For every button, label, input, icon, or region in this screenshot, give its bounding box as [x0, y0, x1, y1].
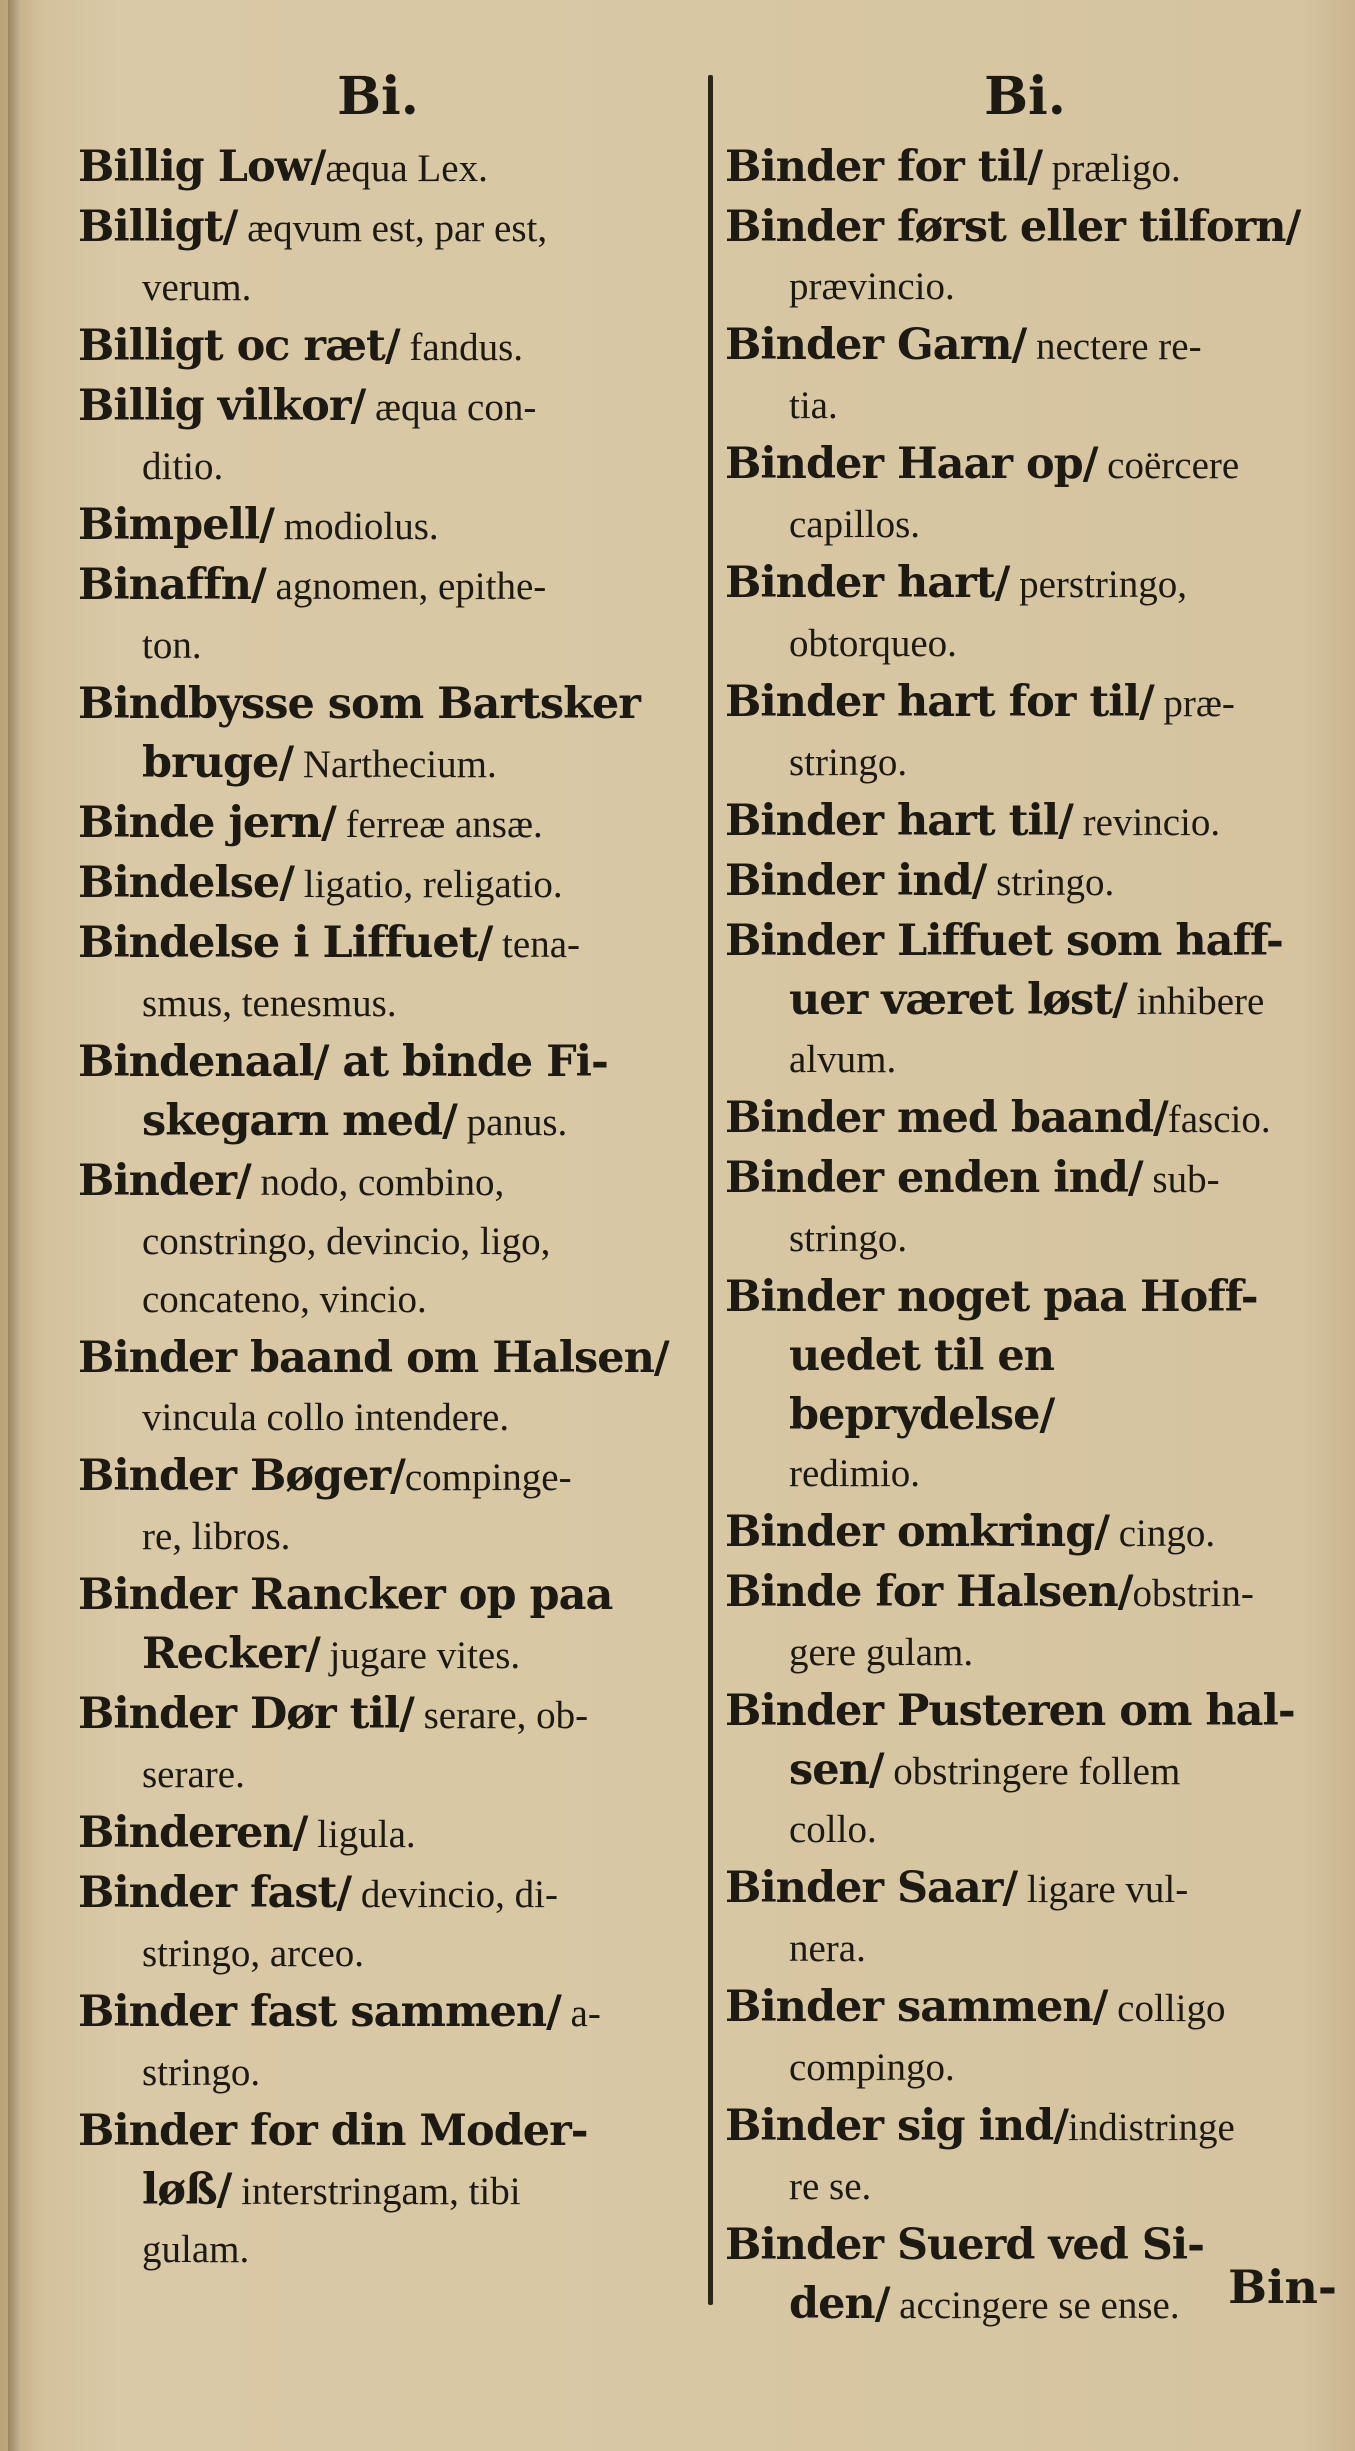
entry-continuation	[78, 616, 678, 675]
headword: Billigt oc ræt/	[78, 321, 400, 371]
latin-gloss-continuation: verum.	[142, 266, 252, 309]
dictionary-entry	[725, 1859, 1325, 1978]
latin-gloss-continuation: accingere se ense.	[889, 2284, 1180, 2327]
entry-continuation	[725, 1327, 1325, 1445]
left-column	[78, 60, 678, 2279]
dictionary-entry	[78, 1804, 678, 1864]
right-column	[725, 60, 1325, 2335]
latin-gloss-continuation: tia.	[789, 384, 838, 427]
headword: Binder enden ind/	[725, 1153, 1143, 1203]
dictionary-entry	[78, 1566, 678, 1685]
latin-gloss: modiolus.	[273, 505, 439, 548]
latin-gloss: devincio, di-	[351, 1873, 559, 1916]
headword-continuation: bruge/	[142, 738, 294, 788]
latin-gloss: agnomen, epithe-	[265, 565, 547, 608]
latin-gloss: æqua Lex.	[325, 147, 488, 190]
entry-continuation	[78, 1212, 678, 1271]
dictionary-entry	[725, 1563, 1325, 1682]
latin-gloss-continuation: ditio.	[142, 445, 224, 488]
entry-continuation	[78, 974, 678, 1033]
dictionary-entry	[725, 1089, 1325, 1149]
dictionary-entry	[78, 1447, 678, 1566]
latin-gloss-continuation: constringo, devincio, ligo,	[142, 1220, 551, 1263]
headword: Billig Low/	[78, 142, 326, 192]
entry-continuation	[725, 376, 1325, 435]
entry-continuation	[78, 1745, 678, 1804]
latin-gloss-continuation: concateno, vincio.	[142, 1278, 427, 1321]
latin-gloss-continuation: gulam.	[142, 2228, 250, 2271]
entry-continuation	[725, 2038, 1325, 2097]
entry-continuation	[78, 1625, 678, 1685]
headword: Binder fast/	[78, 1868, 352, 1918]
dictionary-entry	[725, 1503, 1325, 1563]
dictionary-entry	[78, 794, 678, 854]
entry-continuation	[78, 1924, 678, 1983]
entry-continuation	[725, 1741, 1325, 1801]
latin-gloss: fandus.	[399, 326, 524, 369]
dictionary-entry	[78, 914, 678, 1033]
dictionary-entry	[78, 1152, 678, 1329]
headword: Bindelse/	[78, 858, 294, 908]
latin-gloss: serare, ob-	[413, 1694, 589, 1737]
latin-gloss-continuation: prævincio.	[789, 265, 955, 308]
latin-gloss-continuation: collo.	[789, 1808, 877, 1851]
headword-continuation: skegarn med/	[142, 1096, 457, 1146]
latin-gloss-continuation: inhibere	[1126, 980, 1265, 1023]
entry-continuation	[78, 734, 678, 794]
dictionary-entry	[78, 198, 678, 317]
latin-gloss-continuation: stringo.	[142, 2051, 261, 2094]
headword: Binder Garn/	[725, 320, 1027, 370]
headword: Binder/	[78, 1156, 251, 1206]
latin-gloss-continuation: interstringam, tibi	[231, 2170, 521, 2213]
latin-gloss: stringo.	[986, 861, 1115, 904]
latin-gloss-continuation: compingo.	[789, 2046, 955, 2089]
column-divider	[708, 75, 713, 2305]
dictionary-entry	[725, 673, 1325, 792]
dictionary-entry	[725, 912, 1325, 1089]
latin-gloss: perstringo,	[1009, 563, 1187, 606]
headword: Bindenaal/ at binde Fi-	[78, 1037, 608, 1087]
dictionary-entry	[725, 792, 1325, 852]
latin-gloss: ligare vul-	[1017, 1868, 1189, 1911]
latin-gloss: obstrin-	[1132, 1572, 1254, 1615]
latin-gloss-continuation: obstringere follem	[883, 1750, 1181, 1793]
headword: Binder Bøger/	[78, 1451, 405, 1501]
latin-gloss-continuation: jugare vites.	[319, 1634, 521, 1677]
entry-continuation	[78, 258, 678, 317]
dictionary-entry	[78, 138, 678, 198]
entry-continuation	[78, 2043, 678, 2102]
dictionary-entry	[78, 1685, 678, 1804]
entry-continuation	[725, 1919, 1325, 1978]
dictionary-entry	[78, 854, 678, 914]
latin-gloss-continuation: stringo.	[789, 1217, 908, 1260]
dictionary-entry	[725, 316, 1325, 435]
headword: Bindelse i Liffuet/	[78, 918, 493, 968]
headword: Binder hart for til/	[725, 677, 1154, 727]
latin-gloss-continuation: vincula collo intendere.	[142, 1396, 510, 1439]
latin-gloss: tena-	[492, 923, 580, 966]
headword: Binder med baand/	[725, 1093, 1168, 1143]
entry-continuation	[78, 437, 678, 496]
headword-continuation: uer været løst/	[789, 975, 1127, 1025]
latin-gloss-continuation: panus.	[456, 1101, 568, 1144]
left-column-header: Bi.	[337, 66, 419, 127]
latin-gloss: revincio.	[1072, 801, 1221, 844]
dictionary-entry	[78, 1033, 678, 1152]
dictionary-entry	[78, 556, 678, 675]
latin-gloss-continuation: re, libros.	[142, 1515, 291, 1558]
headword: Billig vilkor/	[78, 381, 366, 431]
dictionary-entry	[725, 138, 1325, 198]
headword-continuation: løß/	[142, 2165, 232, 2215]
latin-gloss-continuation: gere gulam.	[789, 1631, 974, 1674]
latin-gloss: præ-	[1153, 682, 1235, 725]
latin-gloss-continuation: re se.	[789, 2165, 872, 2208]
headword: Binder noget paa Hoff-	[725, 1272, 1258, 1322]
dictionary-entry	[78, 675, 678, 794]
headword: Binder Haar op/	[725, 439, 1098, 489]
headword: Binder sig ind/	[725, 2101, 1068, 2151]
headword-continuation: den/	[789, 2279, 890, 2329]
headword: Binder Saar/	[725, 1863, 1018, 1913]
latin-gloss-continuation: capillos.	[789, 503, 921, 546]
dictionary-entry	[725, 554, 1325, 673]
latin-gloss: cingo.	[1109, 1512, 1216, 1555]
latin-gloss: a-	[560, 1992, 601, 2035]
latin-gloss-continuation: stringo.	[789, 741, 908, 784]
dictionary-entry	[725, 1978, 1325, 2097]
headword: Binder baand om Halsen/	[78, 1333, 669, 1383]
dictionary-entry	[78, 1864, 678, 1983]
latin-gloss-continuation: alvum.	[789, 1038, 897, 1081]
dictionary-entry	[78, 377, 678, 496]
dictionary-entry	[725, 1268, 1325, 1503]
latin-gloss: ligatio, religatio.	[293, 863, 563, 906]
headword: Binaffn/	[78, 560, 266, 610]
latin-gloss-continuation: obtorqueo.	[789, 622, 957, 665]
latin-gloss-continuation: nera.	[789, 1927, 866, 1970]
latin-gloss-continuation: ton.	[142, 624, 202, 667]
latin-gloss: compinge-	[404, 1456, 572, 1499]
headword: Binder hart til/	[725, 796, 1073, 846]
headword: Binder fast sammen/	[78, 1987, 561, 2037]
dictionary-entry	[78, 496, 678, 556]
headword: Binder sammen/	[725, 1982, 1108, 2032]
entry-continuation	[725, 1209, 1325, 1268]
dictionary-entry	[78, 2102, 678, 2279]
headword: Bindbysse som Bartsker	[78, 679, 640, 729]
headword: Binder Pusteren om hal-	[725, 1686, 1295, 1736]
latin-gloss-continuation: smus, tenesmus.	[142, 982, 397, 1025]
latin-gloss: nodo, combino,	[250, 1161, 505, 1204]
headword-continuation: sen/	[789, 1745, 884, 1795]
left-entries	[78, 138, 678, 2279]
latin-gloss: indistringe	[1067, 2106, 1235, 2149]
latin-gloss: æqua con-	[365, 386, 537, 429]
dictionary-entry	[725, 198, 1325, 316]
latin-gloss: coërcere	[1097, 444, 1240, 487]
dictionary-entry	[725, 1149, 1325, 1268]
headword: Binderen/	[78, 1808, 308, 1858]
latin-gloss: æqvum est, par est,	[237, 207, 548, 250]
latin-gloss: ferreæ ansæ.	[335, 803, 543, 846]
dictionary-entry	[725, 435, 1325, 554]
right-entries	[725, 138, 1325, 2335]
entry-continuation	[725, 257, 1325, 316]
latin-gloss-continuation: serare.	[142, 1753, 245, 1796]
dictionary-entry	[78, 1983, 678, 2102]
dictionary-entry	[78, 1329, 678, 1447]
headword: Binder for til/	[725, 142, 1043, 192]
entry-continuation	[78, 1507, 678, 1566]
headword: Binder Rancker op paa	[78, 1570, 613, 1620]
headword: Binder ind/	[725, 856, 987, 906]
headword: Binder Liffuet som haff-	[725, 916, 1283, 966]
dictionary-entry	[78, 317, 678, 377]
latin-gloss: sub-	[1142, 1158, 1220, 1201]
dictionary-entry	[725, 2097, 1325, 2216]
entry-continuation	[78, 2161, 678, 2221]
headword: Binde for Halsen/	[725, 1567, 1133, 1617]
entry-continuation	[725, 1623, 1325, 1682]
entry-continuation	[725, 2157, 1325, 2216]
latin-gloss: præligo.	[1042, 147, 1181, 190]
headword: Billigt/	[78, 202, 238, 252]
headword: Binder omkring/	[725, 1507, 1109, 1557]
headword-continuation: Recker/	[142, 1629, 320, 1679]
latin-gloss-continuation: redimio.	[789, 1452, 921, 1495]
dictionary-entry	[725, 852, 1325, 912]
entry-continuation	[725, 614, 1325, 673]
latin-gloss: ligula.	[307, 1813, 416, 1856]
headword: Binder for din Moder-	[78, 2106, 588, 2156]
latin-gloss-continuation: stringo, arceo.	[142, 1932, 365, 1975]
entry-continuation	[725, 495, 1325, 554]
headword: Binde jern/	[78, 798, 336, 848]
entry-continuation	[725, 971, 1325, 1031]
entry-continuation	[78, 1388, 678, 1447]
headword: Bimpell/	[78, 500, 274, 550]
headword-continuation: uedet til en beprydelse/	[789, 1331, 1055, 1440]
headword: Binder først eller tilforn/	[725, 202, 1301, 252]
latin-gloss: colligo	[1107, 1987, 1226, 2030]
right-column-header: Bi.	[984, 66, 1066, 127]
catchword: Bin-	[1228, 2260, 1337, 2314]
entry-continuation	[78, 1092, 678, 1152]
headword: Binder Dør til/	[78, 1689, 414, 1739]
headword: Binder Suerd ved Si-	[725, 2220, 1204, 2270]
latin-gloss: fascio.	[1167, 1098, 1271, 1141]
headword: Binder hart/	[725, 558, 1010, 608]
latin-gloss-continuation: Narthecium.	[293, 743, 497, 786]
entry-continuation	[725, 733, 1325, 792]
latin-gloss: nectere re-	[1026, 325, 1202, 368]
dictionary-entry	[725, 1682, 1325, 1859]
